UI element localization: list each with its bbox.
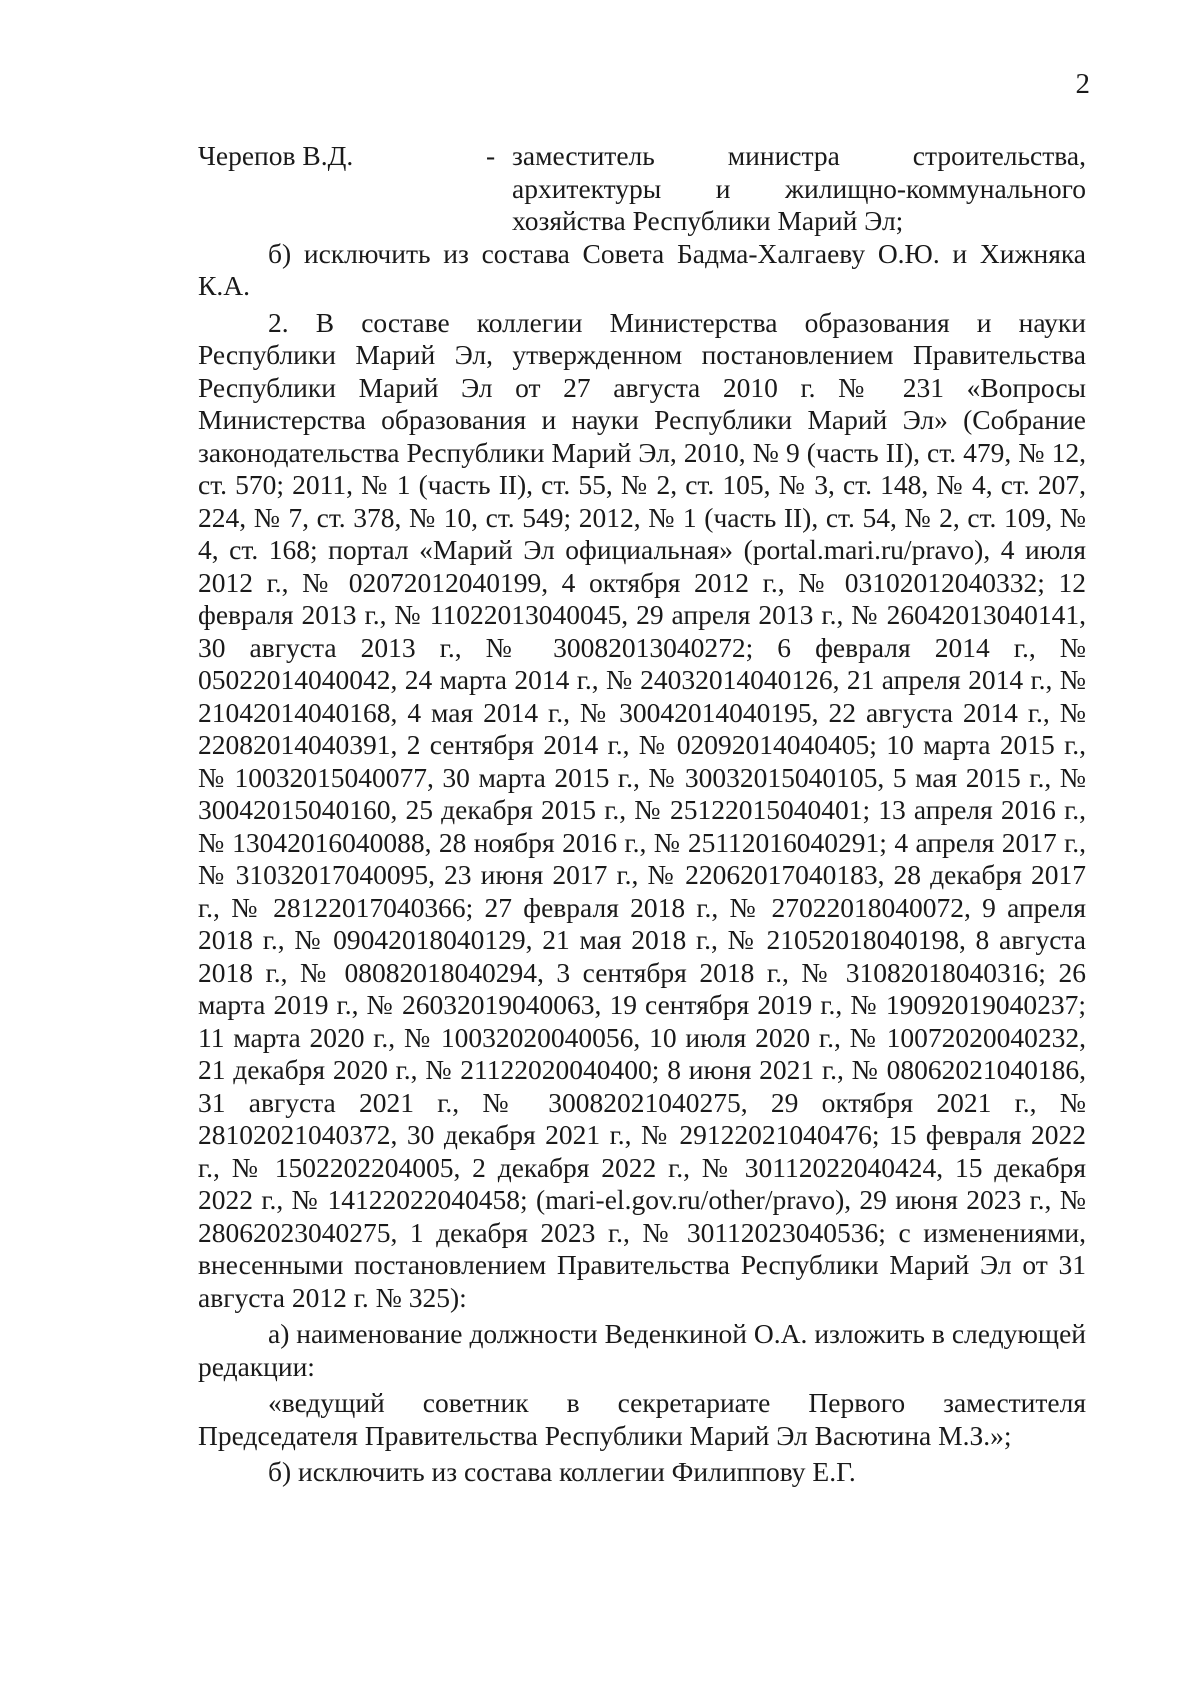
member-name: Черепов В.Д. [198, 140, 354, 171]
member-role: заместитель министра строительства, архитектуры и жилищно-коммунального хозяйства Республики Марий Эл; [512, 140, 1086, 236]
member-entry [198, 140, 1086, 238]
paragraph-exclude-council: б) исключить из состава Совета Бадма-Халгаеву О.Ю. и Хижняка К.А. [198, 237, 1086, 301]
paragraph-collegium-composition: 2. В составе коллегии Министерства образования и науки Республики Марий Эл, утвержденном постановлением Правительства Республики Марий Эл от 27 августа 2010 г. № 231 «Вопросы Министерства образования и науки Республики Марий Эл» (Собрание законодательства Республики Марий Эл, 2010, № 9 (часть II), ст. 479, № 12, ст. 570; 2011, № 1 (часть II), ст. 55, № 2, ст. 105, № 3, ст. 148, № 4, ст. 207, 224, № 7, ст. 378, № 10, ст. 549; 2012, № 1 (часть II), ст. 54, № 2, ст. 109, № 4, ст. 168; портал «Марий Эл официальная» (portal.mari.ru/pravo), 4 июля 2012 г., № 02072012040199, 4 октября 2012 г., № 03102012040332; 12 февраля 2013 г., № 11022013040045, 29 апреля 2013 г., № 26042013040141, 30 августа 2013 г., № 30082013040272; 6 февраля 2014 г., № 05022014040042, 24 марта 2014 г., № 24032014040126, 21 апреля 2014 г., № 21042014040168, 4 мая 2014 г., № 30042014040195, 22 августа 2014 г., № 22082014040391, 2 сентября 2014 г., № 02092014040405; 10 марта 2015 г., № 10032015040077, 30 марта 2015 г., № 30032015040105, 5 мая 2015 г., № 30042015040160, 25 декабря 2015 г., № 25122015040401; 13 апреля 2016 г., № 13042016040088, 28 ноября 2016 г., № 25112016040291; 4 апреля 2017 г., № 31032017040095, 23 июня 2017 г., № 22062017040183, 28 декабря 2017 г., № 28122017040366; 27 февраля 2018 г., № 27022018040072, 9 апреля 2018 г., № 09042018040129, 21 мая 2018 г., № 21052018040198, 8 августа 2018 г., № 08082018040294, 3 сентября 2018 г., № 31082018040316; 26 марта 2019 г., № 26032019040063, 19 сентября 2019 г., № 19092019040237; 11 марта 2020 г., № 10032020040056, 10 июля 2020 г., № 10072020040232, 21 декабря 2020 г., № 21122020040400; 8 июня 2021 г., № 08062021040186, 31 августа 2021 г., № 30082021040275, 29 октября 2021 г., № 28102021040372, 30 декабря 2021 г., № 29122021040476; 15 февраля 2022 г., № 1502202204005, 2 декабря 2022 г., № 30112022040424, 15 декабря 2022 г., № 14122022040458; (mari-el.gov.ru/other/pravo), 29 июня 2023 г., № 28062023040275, 1 декабря 2023 г., № 30112023040536; с изменениями, внесенными постановлением Правительства Республики Марий Эл от 31 августа 2012 г. № 325): [198, 306, 1086, 1313]
paragraph-exclude-collegium: б) исключить из состава коллегии Филиппову Е.Г. [268, 1456, 856, 1487]
page-number: 2 [1075, 68, 1090, 100]
document-body [198, 140, 1086, 1493]
paragraph-new-position-title: «ведущий советник в секретариате Первого заместителя Председателя Правительства Республики Марий Эл Васютина М.З.»; [198, 1387, 1086, 1451]
member-dash: - [486, 140, 496, 171]
paragraph-position-rename: а) наименование должности Веденкиной О.А. изложить в следующей редакции: [198, 1318, 1086, 1382]
